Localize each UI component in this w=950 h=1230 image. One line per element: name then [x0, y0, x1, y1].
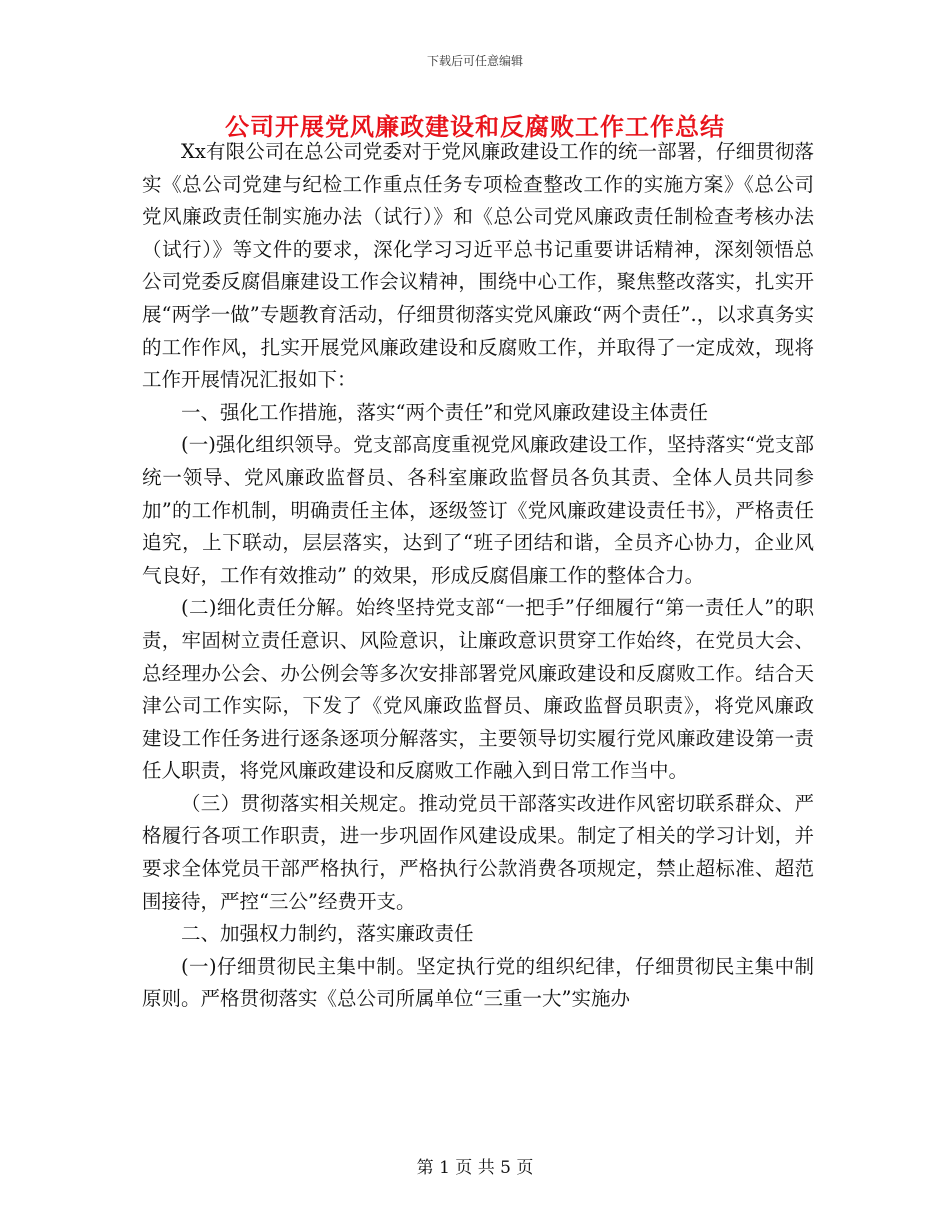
paragraph-1-1: (一)强化组织领导。党支部高度重视党风廉政建设工作，坚持落实“党支部统一领导、党风廉政监督员、各科室廉政监督员各负其责、全体人员共同参加”的工作机制，明确责任主体，逐级签订《党风廉政建设责任书》，严格责任追究，上下联动，层层落实，达到了“班子团结和谐，全员齐心协力，企业风气良好，工作有效推动” 的效果，形成反腐倡廉工作的整体合力。	[142, 433, 814, 587]
section-heading-2: 二、加强权力制约，落实廉政责任	[181, 922, 474, 946]
document-body	[142, 136, 814, 1016]
paragraph-1-2: (二)细化责任分解。始终坚持党支部“一把手”仔细履行“第一责任人”的职责，牢固树立责任意识、风险意识，让廉政意识贯穿工作始终，在党员大会、总经理办公会、办公例会等多次安排部署党风廉政建设和反腐败工作。结合天津公司工作实际，下发了《党风廉政监督员、廉政监督员职责》，将党风廉政建设工作任务进行逐条逐项分解落实，主要领导切实履行党风廉政建设第一责任人职责，将党风廉政建设和反腐败工作融入到日常工作当中。	[142, 596, 814, 783]
section-heading-1: 一、强化工作措施，落实“两个责任”和党风廉政建设主体责任	[181, 400, 708, 424]
paragraph-2-1: (一)仔细贯彻民主集中制。坚定执行党的组织纪律，仔细贯彻民主集中制原则。严格贯彻落实《总公司所属单位“三重一大”实施办	[142, 954, 814, 1011]
header-note: 下载后可任意编辑	[426, 54, 523, 68]
page-footer: 第 1 页 共 5 页	[416, 1158, 534, 1178]
document-title: 公司开展党风廉政建设和反腐败工作工作总结	[225, 112, 725, 141]
paragraph-1-3: （三）贯彻落实相关规定。推动党员干部落实改进作风密切联系群众、严格履行各项工作职责，进一步巩固作风建设成果。制定了相关的学习计划，并要求全体党员干部严格执行，严格执行公款消费各项规定，禁止超标准、超范围接待，严控“三公”经费开支。	[142, 791, 814, 913]
paragraph-intro: Xx有限公司在总公司党委对于党风廉政建设工作的统一部署，仔细贯彻落实《总公司党建与纪检工作重点任务专项检查整改工作的实施方案》《总公司党风廉政责任制实施办法（试行）》和《总公司党风廉政责任制检查考核办法（试行）》等文件的要求，深化学习习近平总书记重要讲话精神，深刻领悟总公司党委反腐倡廉建设工作会议精神，围绕中心工作，聚焦整改落实，扎实开展“两学一做”专题教育活动，仔细贯彻落实党风廉政“两个责任”.，以求真务实的工作作风，扎实开展党风廉政建设和反腐败工作，并取得了一定成效，现将工作开展情况汇报如下：	[142, 140, 814, 392]
